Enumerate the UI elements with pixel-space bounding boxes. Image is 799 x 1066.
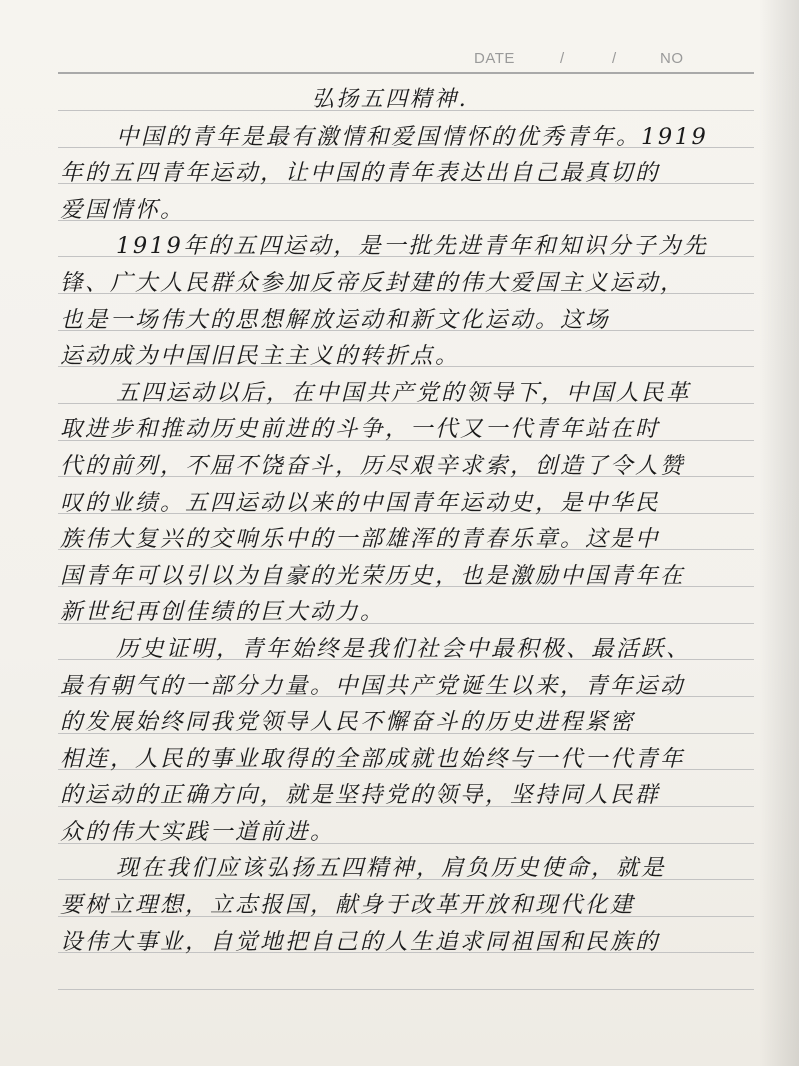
essay-line: 的运动的正确方向，就是坚持党的领导，坚持同人民群 <box>60 782 661 809</box>
essay-title: 弘扬五四精神. <box>311 87 469 112</box>
page-number-label: NO <box>660 50 684 67</box>
essay-line: 五四运动以后，在中国共产党的领导下，中国人民革 <box>116 379 692 406</box>
essay-line: 也是一场伟大的思想解放运动和新文化运动。这场 <box>60 306 611 333</box>
page-header <box>470 50 760 72</box>
essay-line: 的发展始终同我党领导人民不懈奋斗的历史进程紧密 <box>60 709 636 736</box>
essay-body <box>60 82 760 960</box>
essay-line: 国青年可以引以为自豪的光荣历史，也是激励中国青年在 <box>60 562 686 589</box>
essay-line: 代的前列，不屈不饶奋斗，历尽艰辛求索，创造了令人赞 <box>60 452 686 479</box>
ruled-line <box>58 989 754 990</box>
essay-line: 要树立理想，立志报国，献身于改革开放和现代化建 <box>60 892 636 919</box>
essay-line: 年的五四青年运动，让中国的青年表达出自己最真切的 <box>60 160 661 187</box>
essay-line: 运动成为中国旧民主主义的转折点。 <box>60 343 461 370</box>
date-separator: / <box>560 50 565 67</box>
date-separator: / <box>612 50 617 67</box>
essay-line: 新世纪再创佳绩的巨大动力。 <box>60 599 386 626</box>
essay-line: 族伟大复兴的交响乐中的一部雄浑的青春乐章。这是中 <box>60 526 661 553</box>
essay-line: 中国的青年是最有激情和爱国情怀的优秀青年。1919 <box>116 123 709 150</box>
essay-line: 相连，人民的事业取得的全部成就也始终与一代一代青年 <box>60 745 686 772</box>
essay-line: 历史证明，青年始终是我们社会中最积极、最活跃、 <box>116 635 692 662</box>
essay-line: 取进步和推动历史前进的斗争，一代又一代青年站在时 <box>60 416 661 443</box>
essay-line: 爱国情怀。 <box>60 196 186 223</box>
essay-line: 叹的业绩。五四运动以来的中国青年运动史，是中华民 <box>60 489 661 516</box>
essay-line: 1919年的五四运动，是一批先进青年和知识分子为先 <box>116 233 709 260</box>
essay-line: 锋、广大人民群众参加反帝反封建的伟大爱国主义运动， <box>60 269 686 296</box>
essay-line: 最有朝气的一部分力量。中国共产党诞生以来，青年运动 <box>60 672 686 699</box>
essay-line: 众的伟大实践一道前进。 <box>60 818 336 845</box>
header-rule <box>58 72 754 74</box>
essay-line: 设伟大事业，自觉地把自己的人生追求同祖国和民族的 <box>60 928 661 955</box>
date-label: DATE <box>474 50 515 67</box>
essay-line: 现在我们应该弘扬五四精神，肩负历史使命，就是 <box>116 855 667 882</box>
page-edge-shadow <box>759 0 799 1066</box>
